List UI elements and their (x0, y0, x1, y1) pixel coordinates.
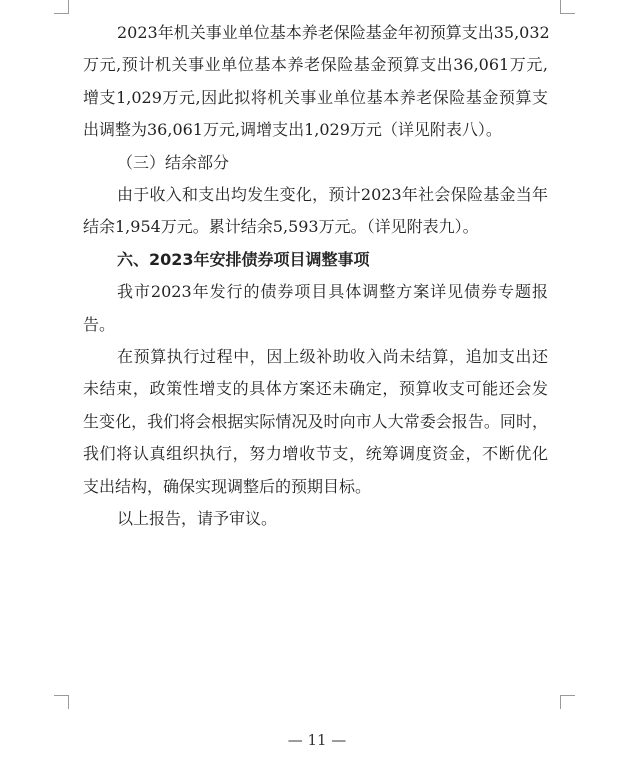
text-line: 2023年机关事业单位基本养老保险基金年初预算支出35,032 (117, 23, 550, 42)
text-line: （三）结余部分 (117, 152, 230, 172)
text-line: 增支1,029万元,因此拟将机关事业单位基本养老保险基金预算支 (83, 87, 548, 107)
text-line: 未结束，政策性增支的具体方案还未确定，预算收支可能还会发 (83, 379, 548, 399)
text-line: 结余1,954万元。累计结余5,593万元。（详见附表九）。 (83, 217, 479, 237)
text-line: 万元,预计机关事业单位基本养老保险基金预算支出36,061万元, (83, 55, 548, 75)
text-line: 以上报告，请予审议。 (117, 509, 278, 528)
page-number: — 11 — (287, 731, 347, 749)
text-line: 告。 (83, 314, 116, 334)
text-line: 我们将认真组织执行，努力增收节支，统筹调度资金，不断优化 (83, 444, 548, 464)
text-line: 出调整为36,061万元,调增支出1,029万元（详见附表八）。 (83, 120, 502, 140)
text-line: 由于收入和支出均发生变化，预计2023年社会保险基金当年 (117, 185, 548, 204)
text-line: 在预算执行过程中，因上级补助收入尚未结算，追加支出还 (117, 347, 548, 366)
text-line: 支出结构，确保实现调整后的预期目标。 (83, 476, 372, 496)
text-line: 我市2023年发行的债券项目具体调整方案详见债券专题报 (117, 282, 548, 302)
text-line: 生变化，我们将会根据实际情况及时向市人大常委会报告。同时， (83, 411, 548, 431)
section-heading: 六、2023年安排债券项目调整事项 (117, 249, 370, 269)
